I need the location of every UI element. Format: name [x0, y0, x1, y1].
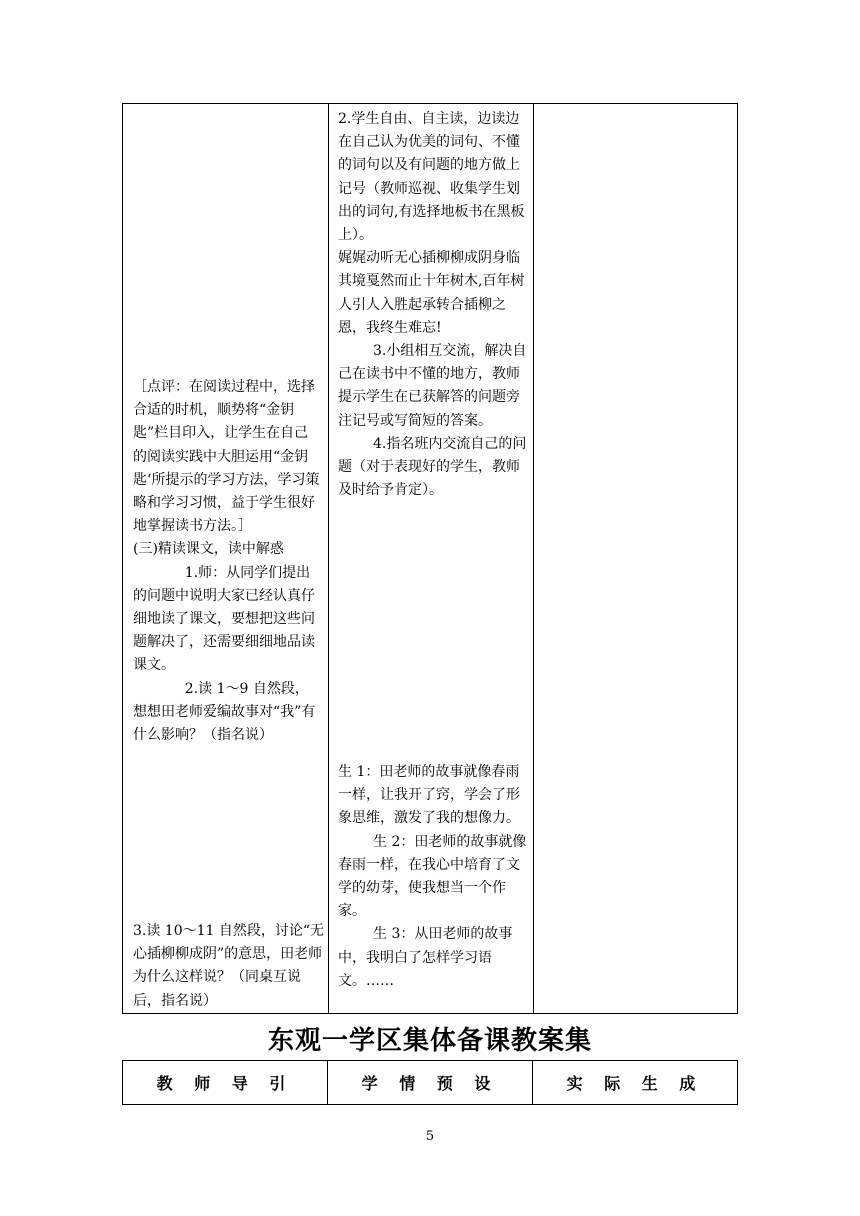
header-student-plan: 学 情 预 设 [327, 1061, 532, 1104]
commentary-note: ［点评：在阅读过程中，选择合适的时机，顺势将“金钥匙”栏目印入，让学生在自己的阅读实践中大胆运用“金钥匙‘所提示的学习方法，学习策略和学习习惯，益于学生很好地掌握读书方法。］ [133, 379, 320, 535]
header-actual-result: 实 际 生 成 [532, 1061, 737, 1104]
header-teacher-guide: 教 师 导 引 [156, 1074, 294, 1093]
vocabulary-list: 娓娓动听无心插柳柳成阴身临其境戛然而止十年树木,百年树人引人入胜起承转合插柳之恩，我终生难忘! [338, 250, 525, 336]
column-divider [533, 104, 534, 1013]
column-divider [328, 104, 329, 1013]
student-plan-cell [338, 761, 528, 993]
student-answer-3: 生 3：从田老师的故事中，我明白了怎样学习语文。…… [338, 926, 513, 989]
lesson-table [122, 103, 738, 1014]
guide-step-1: 1.师：从同学们提出的问题中说明大家已经认真仔细地读了课文，要想把这些问题解决了，还需要细细地品读课文。 [133, 564, 315, 674]
plan-step-3: 3.小组相互交流，解决自己在读书中不懂的地方，教师提示学生在已获解答的问题旁注记号或写简短的答案。 [338, 343, 527, 429]
teacher-guide-cell [133, 376, 321, 747]
section-title: 东观一学区集体备课教案集 [267, 1026, 592, 1056]
guide-step-2: 2.读 1～9 自然段，想想田老师爱编故事对“我”有什么影响？（指名说） [133, 680, 316, 744]
plan-step-4: 4.指名班内交流自己的问题（对于表现好的学生，教师及时给予肯定）。 [338, 435, 527, 499]
student-plan-cell [338, 108, 528, 502]
guide-step-3: 3.读 10～11 自然段，讨论“无心插柳柳成阴”的意思，田老师为什么这样说？（同桌互说后，指名说） [133, 923, 325, 1009]
header-table [122, 1060, 738, 1105]
teacher-guide-cell [133, 920, 325, 1013]
plan-step-2: 2.学生自由、自主读，边读边在自己认为优美的词句、不懂的词句以及有问题的地方做上记号（教师巡视、收集学生划出的词句,有选择地板书在黑板上）。 [338, 111, 525, 244]
page-number: 5 [425, 1129, 435, 1144]
student-answer-1: 生 1：田老师的故事就像春雨一样，让我开了窍，学会了形象思维，激发了我的想像力。 [338, 764, 520, 827]
student-answer-2: 生 2：田老师的故事就像春雨一样，在我心中培育了文学的幼芽，使我想当一个作家。 [338, 833, 527, 920]
section-heading: (三)精读课文，读中解惑 [133, 541, 284, 558]
